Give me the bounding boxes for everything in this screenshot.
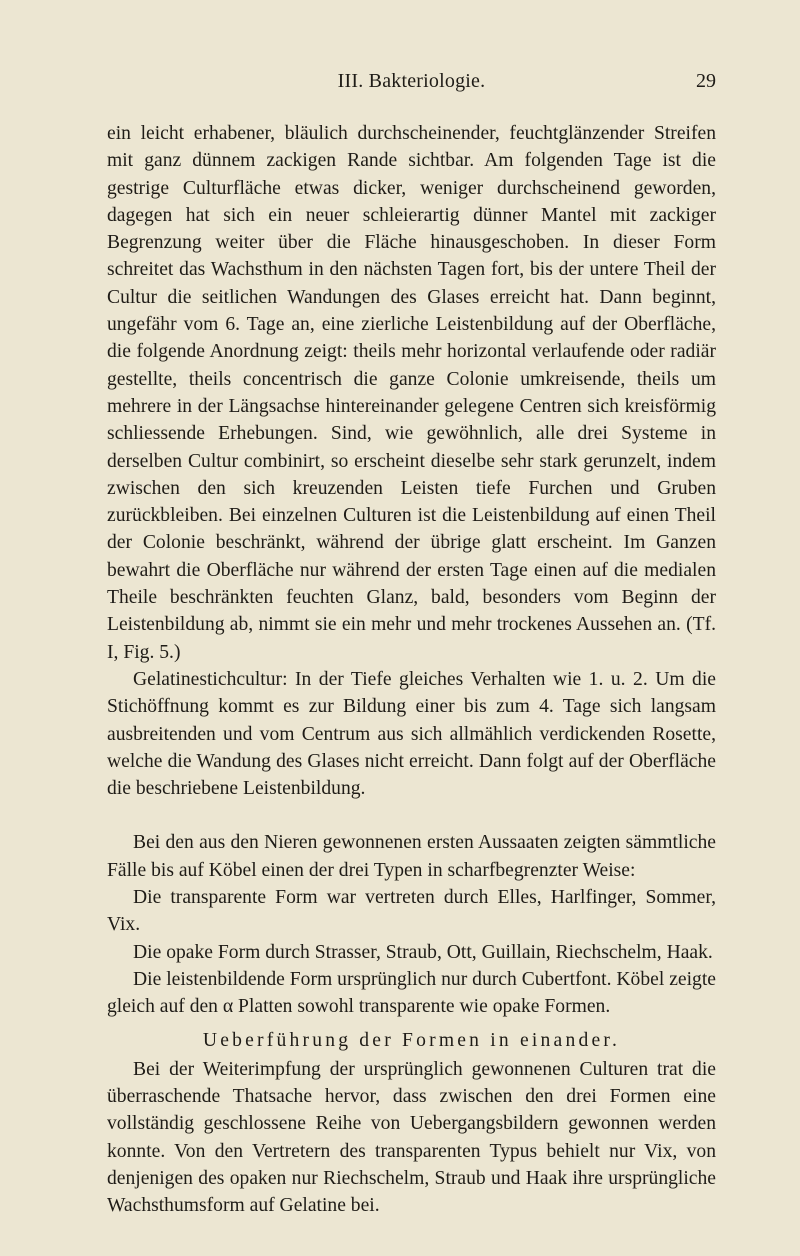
- running-title: III. Bakteriologie.: [337, 70, 486, 92]
- running-header: [107, 70, 716, 100]
- paragraph-transparente-form: Die transparente Form war vertreten durch Elles, Harlfinger, Sommer, Vix.: [107, 887, 716, 936]
- paragraph-nieren-aussaaten: Bei den aus den Nieren gewonnenen ersten Aussaaten zeigten sämmtliche Fälle bis auf Köbel einen der drei Typen in scharfbegrenzter Weise:: [107, 832, 716, 881]
- paragraph-gelatinestichcultur: Gelatinestichcultur: In der Tiefe gleiches Verhalten wie 1. u. 2. Um die Stichöffnung kommt es zur Bildung einer bis zum 4. Tage sich langsam ausbreitenden und vom Centrum aus sich allmählich verdickenden Rosette, welche die Wandung des Glases nicht erreicht. Dann folgt auf der Oberfläche die beschriebene Leistenbildung.: [107, 668, 716, 800]
- page-number: 29: [696, 70, 716, 92]
- body-text: [107, 120, 716, 1220]
- section-heading: Ueberführung der Formen in einander.: [202, 1029, 621, 1051]
- paragraph-weiterimpfung: Bei der Weiterimpfung der ursprünglich gewonnenen Culturen trat die überraschende Thatsache hervor, dass zwischen den drei Formen eine vollständig geschlossene Reihe von Uebergangsbildern gewonnen werden konnte. Von den Vertretern des transparenten Typus behielt nur Vix, von denjenigen des opaken nur Riechschelm, Straub und Haak ihre ursprüngliche Wachsthumsform auf Gelatine bei.: [107, 1058, 716, 1217]
- paragraph-continued: ein leicht erhabener, bläulich durchscheinender, feuchtglänzender Streifen mit ganz dünnem zackigen Rande sichtbar. Am folgenden Tage ist die gestrige Culturfläche etwas dicker, weniger durchscheinend geworden, dagegen hat sich ein neuer schleierartig dünner Mantel mit zackiger Begrenzung weiter über die Fläche hinausgeschoben. In dieser Form schreitet das Wachsthum in den nächsten Tagen fort, bis der untere Theil der Cultur die seitlichen Wandungen des Glases erreicht hat. Dann beginnt, ungefähr vom 6. Tage an, eine zierliche Leistenbildung auf der Oberfläche, die folgende Anordnung zeigt: theils mehr horizontal verlaufende oder radiär gestellte, theils concentrisch die ganze Colonie umkreisende, theils um mehrere in der Längsachse hintereinander gelegene Centren sich kreisförmig schliessende Erhebungen. Sind, wie gewöhnlich, alle drei Systeme in derselben Cultur combinirt, so erscheint dieselbe sehr stark gerunzelt, indem zwischen den sich kreuzenden Leisten tiefe Furchen und Gruben zurückbleiben. Bei einzelnen Culturen ist die Leistenbildung auf einen Theil der Colonie beschränkt, während der übrige glatt erscheint. Im Ganzen bewahrt die Oberfläche nur während der ersten Tage einen auf die medialen Theile beschränkten feuchten Glanz, bald, besonders vom Beginn der Leistenbildung ab, nimmt sie ein mehr und mehr trockenes Aussehen an. (Tf. I, Fig. 5.): [107, 123, 716, 663]
- paragraph-leistenbildende-form: Die leistenbildende Form ursprünglich nur durch Cubertfont. Köbel zeigte gleich auf den α Platten sowohl transparente wie opake Formen.: [107, 968, 716, 1018]
- paragraph-opake-form: Die opake Form durch Strasser, Straub, Ott, Guillain, Riechschelm, Haak.: [133, 941, 713, 963]
